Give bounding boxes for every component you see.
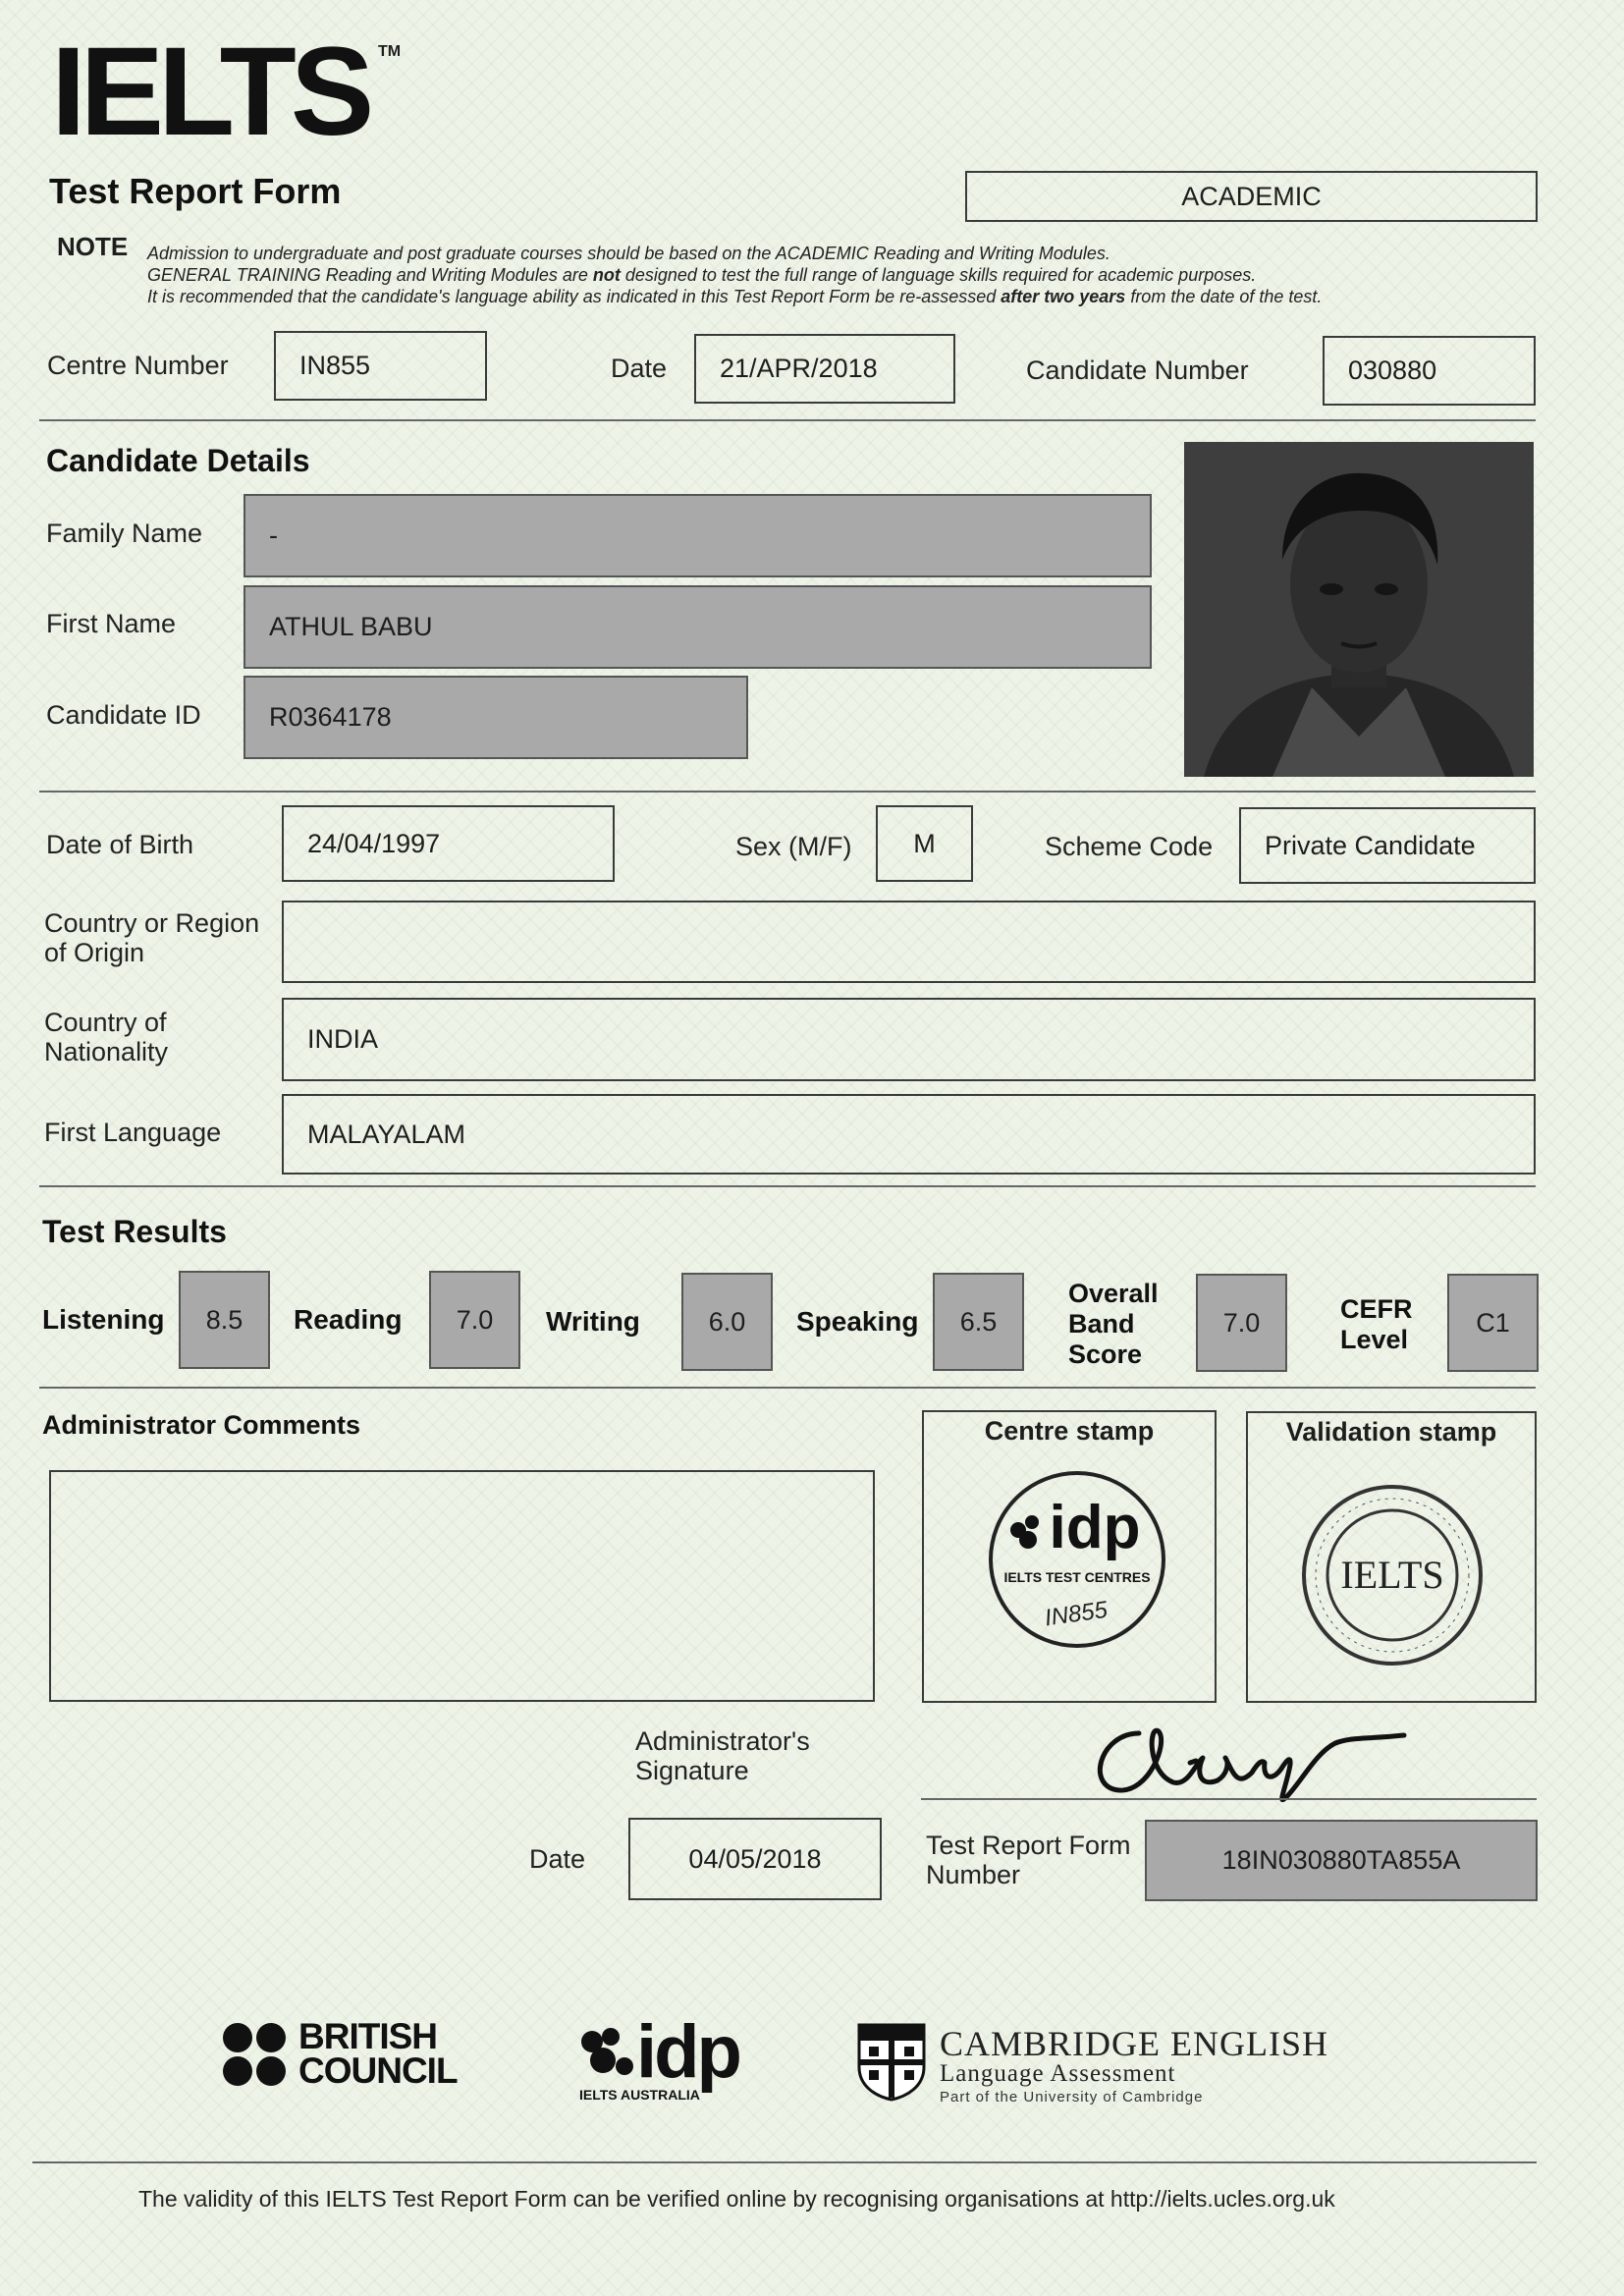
candidate-photo xyxy=(1184,442,1534,777)
origin-label xyxy=(44,908,259,967)
note-line-2 xyxy=(147,264,1256,286)
divider-personal xyxy=(39,1185,1536,1187)
note-line-3-b: after two years xyxy=(1001,287,1126,306)
candidate-number-label: Candidate Number xyxy=(1026,355,1249,385)
cambridge-line-3: Part of the University of Cambridge xyxy=(940,2089,1204,2105)
first-language-label: First Language xyxy=(44,1118,222,1147)
test-results-heading: Test Results xyxy=(42,1214,227,1249)
idp-logo-subtitle: IELTS AUSTRALIA xyxy=(579,2087,700,2103)
admin-comments-label: Administrator Comments xyxy=(42,1410,361,1440)
dob-label: Date of Birth xyxy=(46,830,194,859)
family-name-field: - xyxy=(244,494,1152,577)
divider-top xyxy=(39,419,1536,421)
cefr-label-line-1: CEFR xyxy=(1340,1294,1413,1324)
candidate-id-field: R0364178 xyxy=(244,676,748,759)
first-name-field: ATHUL BABU xyxy=(244,585,1152,669)
note-line-2-c: designed to test the full range of language skills required for academic purposes. xyxy=(620,265,1257,285)
idp-stamp-code: IN855 xyxy=(1043,1596,1110,1632)
centre-stamp-box xyxy=(922,1410,1217,1703)
candidate-details-heading: Candidate Details xyxy=(46,443,310,478)
cefr-label-line-2: Level xyxy=(1340,1325,1409,1354)
trf-number-label xyxy=(926,1831,1131,1889)
nationality-label-line-2: Nationality xyxy=(44,1037,169,1066)
dob-field: 24/04/1997 xyxy=(282,805,615,882)
test-date-label: Date xyxy=(611,354,668,383)
cambridge-shield-icon xyxy=(857,2023,926,2102)
speaking-label: Speaking xyxy=(796,1306,919,1337)
british-council-line-2: COUNCIL xyxy=(298,2050,458,2091)
test-date-field: 21/APR/2018 xyxy=(694,334,955,404)
note-line-1: Admission to undergraduate and post graduate courses should be based on the ACADEMIC Reading and Writing Modules. xyxy=(147,244,1110,263)
validation-stamp-ielts: IELTS xyxy=(1340,1553,1444,1597)
idp-stamp-word: idp xyxy=(1049,1494,1141,1561)
trf-label-line-1: Test Report Form xyxy=(926,1831,1131,1860)
overall-label-line-3: Score xyxy=(1068,1339,1143,1369)
centre-number-label: Centre Number xyxy=(47,351,229,380)
issue-date-field: 04/05/2018 xyxy=(628,1818,882,1900)
validation-stamp-title: Validation stamp xyxy=(1285,1417,1497,1447)
overall-band-score: 7.0 xyxy=(1196,1274,1287,1372)
note-line-2-a: GENERAL TRAINING Reading and Writing Modules are xyxy=(147,265,593,285)
british-council-logo xyxy=(221,2016,458,2091)
validity-note: The validity of this IELTS Test Report Form can be verified online by recognising organisations at http://ielts.ucles.org.uk xyxy=(138,2186,1335,2212)
overall-label-line-1: Overall xyxy=(1068,1279,1159,1308)
nationality-label xyxy=(44,1008,168,1066)
trf-label-line-2: Number xyxy=(926,1860,1021,1889)
idp-stamp-subtitle: IELTS TEST CENTRES xyxy=(1003,1569,1151,1585)
note-line-3 xyxy=(147,286,1322,307)
scheme-code-field: Private Candidate xyxy=(1239,807,1536,884)
administrator-signature xyxy=(1080,1704,1414,1812)
centre-number-field: IN855 xyxy=(274,331,487,401)
idp-logo-word: idp xyxy=(636,2010,739,2094)
trademark-mark: TM xyxy=(378,43,402,60)
reading-score: 7.0 xyxy=(429,1271,520,1369)
admin-signature-label xyxy=(635,1726,810,1785)
signature-label-line-1: Administrator's xyxy=(635,1726,810,1756)
first-name-label: First Name xyxy=(46,609,177,638)
nationality-field: INDIA xyxy=(282,998,1536,1081)
divider-candidate xyxy=(39,791,1536,793)
signature-label-line-2: Signature xyxy=(635,1756,749,1785)
family-name-label: Family Name xyxy=(46,519,203,548)
overall-band-label xyxy=(1068,1279,1159,1370)
first-language-field: MALAYALAM xyxy=(282,1094,1536,1175)
scheme-code-label: Scheme Code xyxy=(1045,832,1214,861)
writing-label: Writing xyxy=(546,1306,640,1337)
note-line-2-b: not xyxy=(592,265,621,285)
overall-label-line-2: Band xyxy=(1068,1309,1135,1339)
issue-date-label: Date xyxy=(529,1844,586,1874)
signature-line xyxy=(921,1798,1537,1800)
origin-label-line-2: of Origin xyxy=(44,938,145,967)
footer-divider xyxy=(32,2161,1537,2163)
origin-field xyxy=(282,901,1536,983)
writing-score: 6.0 xyxy=(681,1273,773,1371)
british-council-line-1: BRITISH xyxy=(298,2016,437,2056)
candidate-id-label: Candidate ID xyxy=(46,700,201,730)
validation-stamp-seal xyxy=(1299,1482,1486,1668)
british-council-dots-icon xyxy=(221,2021,290,2090)
origin-label-line-1: Country or Region xyxy=(44,908,260,938)
note-line-3-c: from the date of the test. xyxy=(1125,287,1323,306)
sex-label: Sex (M/F) xyxy=(735,832,852,861)
listening-label: Listening xyxy=(42,1304,165,1335)
admin-comments-field xyxy=(49,1470,875,1702)
cefr-level: C1 xyxy=(1447,1274,1539,1372)
idp-ielts-australia-logo xyxy=(577,2010,754,2105)
cambridge-line-2: Language Assessment xyxy=(940,2060,1176,2087)
listening-score: 8.5 xyxy=(179,1271,270,1369)
ielts-logo-text: IELTS xyxy=(51,22,369,162)
cambridge-line-1: CAMBRIDGE ENGLISH xyxy=(940,2024,1329,2063)
idp-swirl-icon xyxy=(577,2027,636,2081)
form-title: Test Report Form xyxy=(49,171,342,211)
cambridge-english-logo xyxy=(857,2023,1348,2106)
cefr-label xyxy=(1340,1294,1413,1355)
validation-stamp-box xyxy=(1246,1411,1537,1703)
nationality-label-line-1: Country of xyxy=(44,1008,167,1037)
candidate-number-field: 030880 xyxy=(1323,336,1536,406)
ielts-logo xyxy=(51,22,369,162)
note-line-3-a: It is recommended that the candidate's language ability as indicated in this Test Report Form be re-assessed xyxy=(147,287,1001,306)
trf-number-field: 18IN030880TA855A xyxy=(1145,1820,1538,1901)
idp-centre-stamp xyxy=(987,1469,1167,1650)
centre-stamp-title: Centre stamp xyxy=(984,1416,1155,1446)
divider-results xyxy=(39,1387,1536,1389)
candidate-photo-image xyxy=(1184,442,1534,777)
sex-field: M xyxy=(876,805,973,882)
module-box: ACADEMIC xyxy=(965,171,1538,222)
reading-label: Reading xyxy=(294,1304,403,1335)
note-label: NOTE xyxy=(57,232,129,261)
speaking-score: 6.5 xyxy=(933,1273,1024,1371)
